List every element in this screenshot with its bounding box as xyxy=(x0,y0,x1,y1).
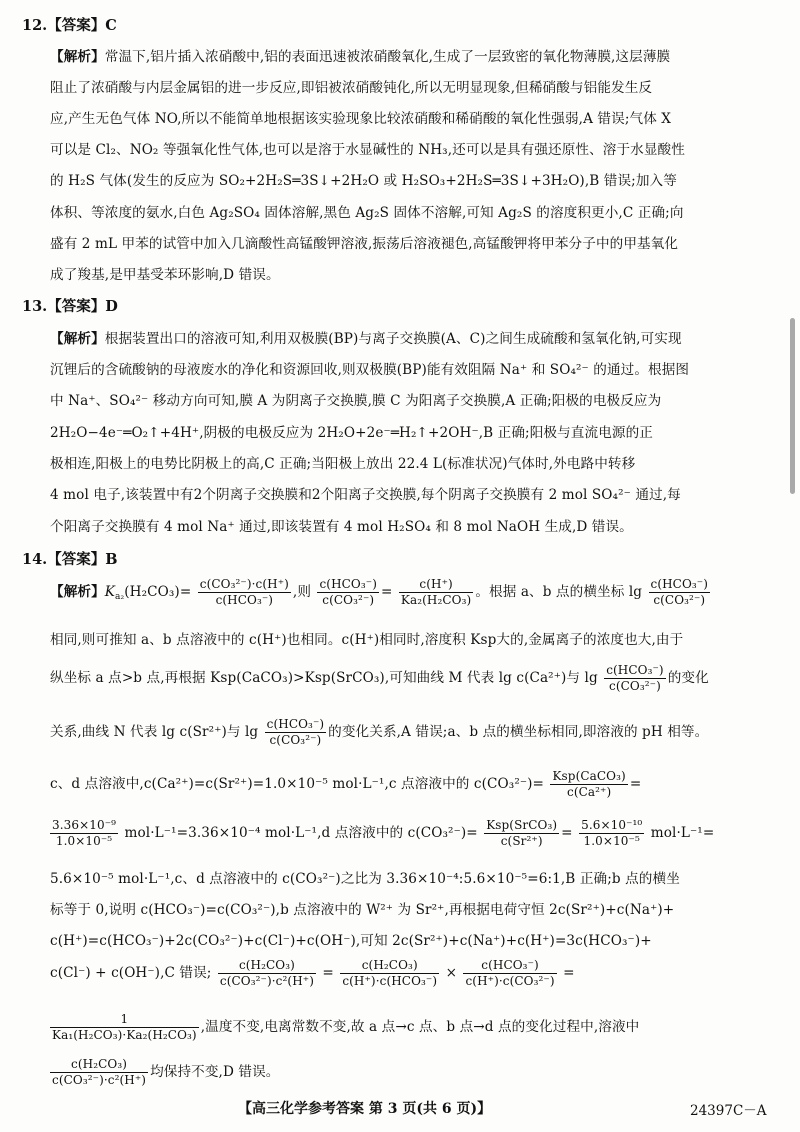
q12-line-2: 阻止了浓硝酸与内层金属铝的进一步反应,即铝被浓硝酸钝化,所以无明显现象,但稀硝酸与铝能发生反 xyxy=(50,80,653,96)
footer-page-label: 【高三化学参考答案 第 3 页(共 6 页)】 xyxy=(238,1101,492,1117)
q13-answer-heading: 13.【答案】D xyxy=(22,298,118,315)
fraction: $\frac{\text{c(H₂CO₃)}}{\text{c(CO₃²⁻)·c²(H⁺)}}$ xyxy=(219,958,314,988)
q14-line-8: 标等于 0,说明 c(HCO₃⁻)=c(CO₃²⁻),b 点溶液中的 W²⁺ 为 Sr²⁺,再根据电荷守恒 2c(Sr²⁺)+c(Na⁺)+ xyxy=(50,902,675,918)
q12-line-3: 应,产生无色气体 NO,所以不能简单地根据该实验现象比较浓硝酸和稀硝酸的氧化性强弱,A 错误;气体 X xyxy=(50,111,672,127)
q14-line-3: 纵坐标 a 点>b 点,再根据 Ksp(CaCO₃)>Ksp(SrCO₃),可知曲线 M 代表 lg c(Ca²⁺)与 lg $\frac{\text{c(HCO₃⁻)}}{\text{c(CO₃²⁻)}}$ 的变化 xyxy=(50,663,709,693)
fraction: $\frac{\text{Ksp(SrCO₃)}}{\text{c(Sr²⁺)}}$ xyxy=(486,818,558,848)
footer-exam-code: 24397C－A xyxy=(690,1103,767,1119)
q12-line-7: 盛有 2 mL 甲苯的试管中加入几滴酸性高锰酸钾溶液,振荡后溶液褪色,高锰酸钾将甲苯分子中的甲基氧化 xyxy=(50,236,679,252)
q12-line-6: 体积、等浓度的氨水,白色 Ag₂SO₄ 固体溶解,黑色 Ag₂S 固体不溶解,可知 Ag₂S 的溶度积更小,C 正确;向 xyxy=(50,205,684,221)
q14-answer-heading: 14.【答案】B xyxy=(22,551,118,568)
q14-line-7: 5.6×10⁻⁵ mol·L⁻¹,c、d 点溶液中的 c(CO₃²⁻)之比为 3.36×10⁻⁴:5.6×10⁻⁵=6:1,B 正确;b 点的横坐 xyxy=(50,871,680,887)
q14-line-12: $\frac{\text{c(H₂CO₃)}}{\text{c(CO₃²⁻)·c²(H⁺)}}$ 均保持不变,D 错误。 xyxy=(52,1057,280,1087)
fraction: $\frac{1}{\text{Ka₁(H₂CO₃)·Ka₂(H₂CO₃)}}$ xyxy=(52,1012,197,1042)
q13-line-6: 4 mol 电子,该装置中有2个阴离子交换膜和2个阳离子交换膜,每个阴离子交换膜有 2 mol SO₄²⁻ 通过,每 xyxy=(50,487,681,503)
q14-line-5: c、d 点溶液中,c(Ca²⁺)=c(Sr²⁺)=1.0×10⁻⁵ mol·L⁻¹,c 点溶液中的 c(CO₃²⁻)= $\frac{\text{Ksp(CaCO₃)}}{\text{c(Ca²⁺)}}$ = xyxy=(50,769,642,799)
q13-analysis-tag: 【解析】 xyxy=(50,331,105,347)
fraction: $\frac{\text{Ksp(CaCO₃)}}{\text{c(Ca²⁺)}}$ xyxy=(552,769,626,799)
fraction: $\frac{\text{c(HCO₃⁻)}}{\text{c(CO₃²⁻)}}$ xyxy=(606,663,664,693)
q14-line-1: 【解析】$K_{a_2}(H_2CO_3)=$ $\frac{\text{c(CO₃²⁻)·c(H⁺)}}{\text{c(HCO₃⁻)}}$ ,则 $\frac{\text{c(HCO₃⁻)}}{\text{c(CO₃²⁻)}}$ = $\frac{c(H^+)}{\text{Ka₂(H₂CO₃)}}$ 。根据 a、b 点的横坐标 lg $\frac{\text{c(HCO₃⁻)}}{\text{c(CO₃²⁻)}}$ xyxy=(50,577,709,607)
fraction: $\frac{\text{c(H₂CO₃)}}{\text{c(H⁺)·c(HCO₃⁻)}}$ xyxy=(342,958,438,988)
fraction: $\frac{\text{5.6×10⁻¹⁰}}{\text{1.0×10⁻⁵}}$ xyxy=(581,818,643,848)
q13-line-2: 沉锂后的含硫酸钠的母液废水的净化和资源回收,则双极膜(BP)能有效阻隔 Na⁺ 和 SO₄²⁻ 的通过。根据图 xyxy=(50,362,690,378)
q14-line-9: c(H⁺)=c(HCO₃⁻)+2c(CO₃²⁻)+c(Cl⁻)+c(OH⁻),可知 2c(Sr²⁺)+c(Na⁺)+c(H⁺)=3c(HCO₃⁻)+ xyxy=(50,933,652,949)
scrollbar-thumb[interactable] xyxy=(790,318,795,494)
fraction: $\frac{\text{c(CO₃²⁻)·c(H⁺)}}{\text{c(HCO₃⁻)}}$ xyxy=(199,577,289,607)
page-footer xyxy=(0,1096,800,1120)
q12-line-1: 【解析】常温下,铝片插入浓硝酸中,铝的表面迅速被浓硝酸氧化,生成了一层致密的氧化物薄膜,这层薄膜 xyxy=(50,49,671,65)
q13-line-7: 个阳离子交换膜有 4 mol Na⁺ 通过,即该装置有 4 mol H₂SO₄ 和 8 mol NaOH 生成,D 错误。 xyxy=(50,519,633,535)
q12-line-5: 的 H₂S 气体(发生的反应为 SO₂+2H₂S═3S↓+2H₂O 或 H₂SO₃+2H₂S═3S↓+3H₂O),B 错误;加入等 xyxy=(50,173,677,189)
fraction: $\frac{\text{c(HCO₃⁻)}}{\text{c(H⁺)·c(CO₃²⁻)}}$ xyxy=(465,958,555,988)
q12-analysis-tag: 【解析】 xyxy=(50,49,105,65)
fraction: $\frac{\text{c(HCO₃⁻)}}{\text{c(CO₃²⁻)}}$ xyxy=(650,577,709,607)
q14-line-6: $\frac{\text{3.36×10⁻⁹}}{\text{1.0×10⁻⁵}}$ mol·L⁻¹=3.36×10⁻⁴ mol·L⁻¹,d 点溶液中的 c(CO₃²⁻)= $\frac{\text{Ksp(SrCO₃)}}{\text{c(Sr²⁺)}}$ = $\frac{\text{5.6×10⁻¹⁰}}{\text{1.0×10⁻⁵}}$ mol·L⁻¹= xyxy=(52,818,715,848)
fraction: $\frac{\text{c(H₂CO₃)}}{\text{c(CO₃²⁻)·c²(H⁺)}}$ xyxy=(52,1057,147,1087)
fraction: $\frac{\text{c(HCO₃⁻)}}{\text{c(CO₃²⁻)}}$ xyxy=(266,717,325,747)
q14-line-11: $\frac{1}{\text{Ka₁(H₂CO₃)·Ka₂(H₂CO₃)}}$ ,温度不变,电离常数不变,故 a 点→c 点、b 点→d 点的变化过程中,溶液中 xyxy=(52,1012,640,1042)
q13-line-5: 极相连,阳极上的电势比阴极上的高,C 正确;当阳极上放出 22.4 L(标准状况)气体时,外电路中转移 xyxy=(50,456,636,472)
q13-line-3: 中 Na⁺、SO₄²⁻ 移动方向可知,膜 A 为阴离子交换膜,膜 C 为阳离子交换膜,A 正确;阳极的电极反应为 xyxy=(50,393,662,409)
q13-line-4: 2H₂O−4e⁻═O₂↑+4H⁺,阴极的电极反应为 2H₂O+2e⁻═H₂↑+2OH⁻,B 正确;阳极与直流电源的正 xyxy=(50,425,653,441)
fraction: $\frac{\text{c(HCO₃⁻)}}{\text{c(CO₃²⁻)}}$ xyxy=(319,577,377,607)
q14-line-2: 相同,则可推知 a、b 点溶液中的 c(H⁺)也相同。c(H⁺)相同时,溶度积 Ksp大的,金属离子的浓度也大,由于 xyxy=(50,632,684,648)
q12-answer-heading: 12.【答案】C xyxy=(22,17,117,34)
q13-line-1: 【解析】根据装置出口的溶液可知,利用双极膜(BP)与离子交换膜(A、C)之间生成硫酸和氢氧化钠,可实现 xyxy=(50,331,682,347)
q12-line-4: 可以是 Cl₂、NO₂ 等强氧化性气体,也可以是溶于水显碱性的 NH₃,还可以是具有强还原性、溶于水显酸性 xyxy=(50,142,685,158)
q14-line-10: c(Cl⁻) + c(OH⁻),C 错误; $\frac{\text{c(H₂CO₃)}}{\text{c(CO₃²⁻)·c²(H⁺)}}$ = $\frac{\text{c(H₂CO₃)}}{\text{c(H⁺)·c(HCO₃⁻)}}$ × $\frac{\text{c(HCO₃⁻)}}{\text{c(H⁺)·c(CO₃²⁻)}}$ = xyxy=(50,958,575,988)
q12-line-8: 成了羧基,是甲基受苯环影响,D 错误。 xyxy=(50,267,280,283)
q14-line-4: 关系,曲线 N 代表 lg c(Sr²⁺)与 lg $\frac{\text{c(HCO₃⁻)}}{\text{c(CO₃²⁻)}}$ 的变化关系,A 错误;a、b 点的横坐标相同,即溶液的 pH 相等。 xyxy=(50,717,709,747)
q14-analysis-tag: 【解析】 xyxy=(50,584,105,600)
fraction: $\frac{\text{3.36×10⁻⁹}}{\text{1.0×10⁻⁵}}$ xyxy=(52,818,117,848)
fraction: $\frac{c(H^+)}{\text{Ka₂(H₂CO₃)}}$ xyxy=(400,577,472,607)
